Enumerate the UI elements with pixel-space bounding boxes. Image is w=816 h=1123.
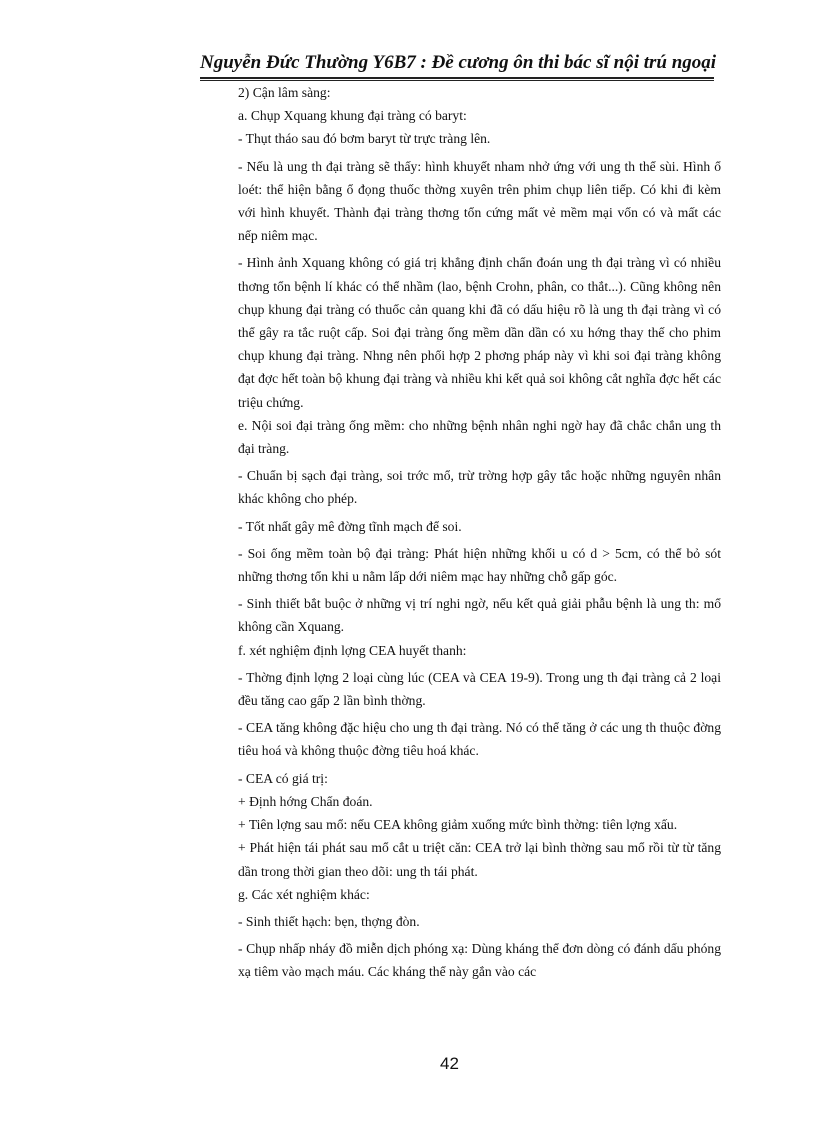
- list-item: + Phát hiện tái phát sau mổ cắt u triệt căn: CEA trở lại bình thờng sau mổ rồi từ từ tăng dần trong thời gian theo dõi: ung th tái phát.: [238, 840, 721, 879]
- paragraph: - CEA tăng không đặc hiệu cho ung th đại tràng. Nó có thể tăng ở các ung th thuộc đờng tiêu hoá và không thuộc đờng tiêu hoá khác.: [238, 720, 721, 759]
- list-item: + Định hớng Chẩn đoán.: [238, 793, 373, 809]
- page-number: 42: [440, 1054, 459, 1073]
- paragraph: - Chuẩn bị sạch đại tràng, soi trớc mổ, trừ trờng hợp gây tắc hoặc những nguyên nhân khác không cho phép.: [238, 468, 721, 507]
- paragraph: - Hình ảnh Xquang không có giá trị khẳng định chẩn đoán ung th đại tràng vì có nhiều thơng tổn bệnh lí khác có thể nhầm (lao, bệnh Crohn, phân, co thắt...). Cũng không nên chụp khung đại tràng có thuốc cản quang khi đã có dấu hiệu rõ là ung th đại tràng vì có thể gây ra tắc ruột cấp. Soi đại tràng ống mềm dần dần có xu hớng thay thế cho phim chụp khung đại tràng. Nhng nên phối hợp 2 phơng pháp này vì khi soi đại tràng không đạt đợc hết toàn bộ khung đại tràng và nhiều khi kết quả soi không cắt nghĩa đợc hết các triệu chứng.: [238, 255, 721, 410]
- paragraph: - Soi ống mềm toàn bộ đại tràng: Phát hiện những khối u có d > 5cm, có thể bỏ sót những thơng tổn khi u nằm lấp dới niêm mạc hay những chỗ gấp góc.: [238, 545, 721, 585]
- page-header-title: Nguyễn Đức Thường Y6B7 : Đề cương ôn thi bác sĩ nội trú ngoại: [200, 52, 717, 73]
- paragraph: - Chụp nhấp nháy đồ miễn dịch phóng xạ: Dùng kháng thể đơn dòng có đánh dấu phóng xạ tiêm vào mạch máu. Các kháng thể này gắn vào các: [238, 941, 721, 980]
- subsection-heading-noi-soi: e. Nội soi đại tràng ống mềm: cho những bệnh nhân nghi ngờ hay đã chắc chắn ung th đại tràng.: [238, 417, 721, 457]
- subsection-heading-cea: f. xét nghiệm định lợng CEA huyết thanh:: [238, 642, 467, 658]
- paragraph: - Sinh thiết hạch: bẹn, thợng đòn.: [238, 913, 420, 929]
- header-rule: [200, 77, 714, 79]
- paragraph: - Sinh thiết bắt buộc ở những vị trí nghi ngờ, nếu kết quả giải phẫu bệnh là ung th: mổ không cần Xquang.: [238, 596, 721, 635]
- document-body: [238, 81, 721, 984]
- subsection-heading-xet-nghiem-khac: g. Các xét nghiệm khác:: [238, 886, 370, 902]
- paragraph: - Thụt tháo sau đó bơm baryt từ trực tràng lên.: [238, 131, 491, 147]
- paragraph: - Tốt nhất gây mê đờng tĩnh mạch để soi.: [238, 518, 462, 534]
- paragraph: - Thờng định lợng 2 loại cùng lúc (CEA và CEA 19-9). Trong ung th đại tràng cả 2 loại đều tăng cao gấp 2 lần bình thờng.: [238, 669, 721, 709]
- list-item: + Tiên lợng sau mổ: nếu CEA không giảm xuống mức bình thờng: tiên lợng xấu.: [238, 817, 678, 833]
- paragraph: - Nếu là ung th đại tràng sẽ thấy: hình khuyết nham nhở ứng với ung th thể sùi. Hình ổ loét: thể hiện bằng ổ đọng thuốc thờng xuyên trên phim chụp liên tiếp. Có khi đi kèm với hình khuyết. Thành đại tràng thơng tổn cứng mất vẻ mềm mại vốn có và mất các nếp niêm mạc.: [238, 158, 721, 244]
- section-heading-can-lam-sang: 2) Cận lâm sàng:: [238, 85, 331, 100]
- paragraph: - CEA có giá trị:: [238, 770, 328, 786]
- subsection-heading-xquang: a. Chụp Xquang khung đại tràng có baryt:: [238, 108, 467, 124]
